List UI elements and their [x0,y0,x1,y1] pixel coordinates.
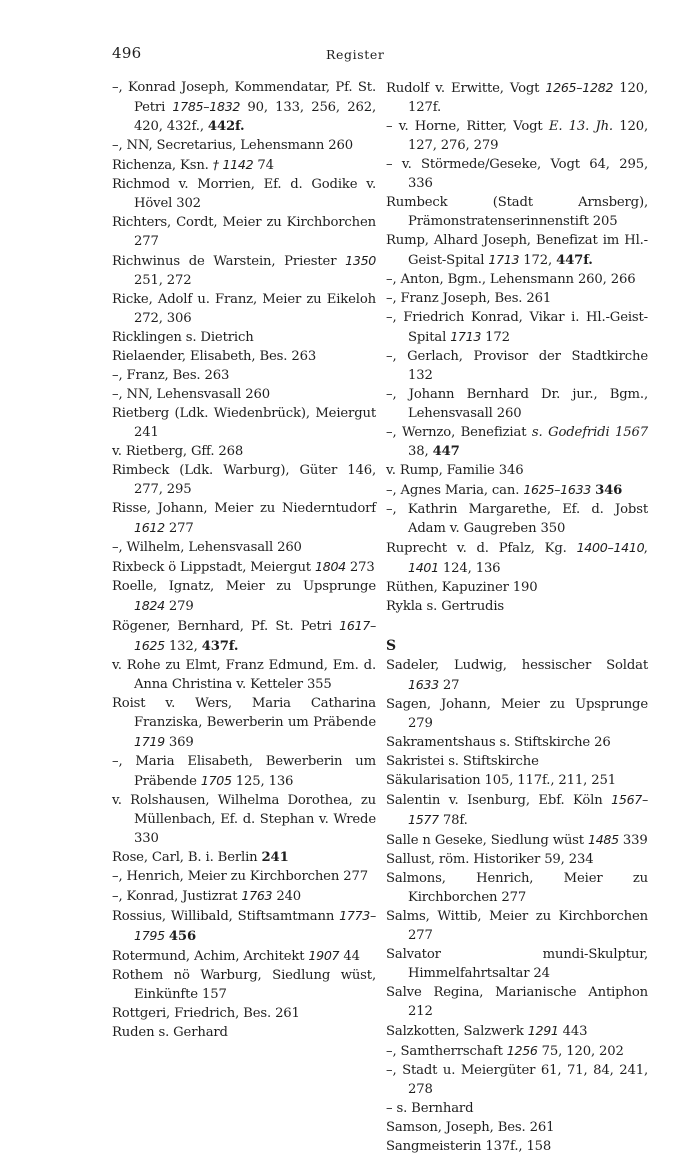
italic-date: 1719 [134,734,165,749]
index-entry [386,480,648,500]
entry-text: Richwinus de Warstein, Priester [112,254,346,269]
entry-text: Sangmeisterin 137f., 158 [386,1139,552,1154]
index-entry [386,1137,648,1156]
index-entry [386,733,648,752]
index-entry [386,1118,648,1137]
italic-date: 1625–1633 [523,482,592,497]
entry-text: Ruden s. Gerhard [112,1025,228,1040]
running-head: Register [326,47,385,62]
entry-text: 339 [618,833,648,848]
index-entry [386,907,648,945]
entry-text: Sadeler, Ludwig, hessischer Soldat [386,658,648,673]
bold-page-ref: 447 [432,444,460,459]
right-column [386,78,648,1156]
entry-text: Richenza, Ksn. [112,158,213,173]
entry-text: Rotermund, Achim, Architekt [112,949,309,964]
entry-text: –, Franz, Bes. 263 [112,368,230,383]
index-entry [386,423,648,461]
index-entry [386,270,648,289]
index-entry [386,347,648,385]
entry-text: 27 [438,678,460,693]
entry-text: Salve Regina, Marianische Antiphon 212 [386,985,648,1019]
entry-text: –, Henrich, Meier zu Kirchborchen 277 [112,869,368,884]
bold-page-ref: 442f. [207,119,245,134]
entry-text: Ricklingen s. Dietrich [112,330,254,345]
index-entry [386,231,648,270]
entry-text: – s. Bernhard [386,1101,474,1116]
entry-text: Rose, Carl, B. i. Berlin [112,850,262,865]
italic-date: 1773–1795 [134,908,376,943]
entry-text: Rothem nö Warburg, Siedlung wüst, Einkünfte 157 [112,968,376,1002]
italic-date: 1705 [200,773,232,788]
entry-text: Ruprecht v. d. Pfalz, Kg. [386,541,577,556]
section-heading: S [386,638,397,654]
index-entry [112,946,376,966]
entry-text: Rottgeri, Friedrich, Bes. 261 [112,1006,300,1021]
italic-date: 1612 [134,520,165,535]
entry-text: 240 [272,889,302,904]
italic-date: 1265–1282 [545,80,614,95]
italic-date: E. 13. Jh. [548,119,613,134]
index-entry [386,945,648,983]
entry-text: Rykla s. Gertrudis [386,599,505,614]
italic-date: 1350 [345,253,376,268]
entry-text: Ricke, Adolf u. Franz, Meier zu Eikeloh 272, 306 [112,292,376,326]
index-entry [112,791,376,848]
index-entry [112,385,376,404]
index-entry [112,213,376,251]
index-entry [386,1021,648,1041]
index-entry [112,175,376,213]
entry-text: –, Konrad, Justizrat [112,889,242,904]
entry-text: Rimbeck (Ldk. Warburg), Güter 146, 277, 295 [112,463,376,497]
italic-date: 1907 [308,948,340,963]
entry-text: – v. Störmede/Geseke, Vogt 64, 295, 336 [386,157,648,191]
index-entry [386,656,648,695]
entry-text: 251, 272 [134,273,192,288]
index-entry [112,656,376,694]
italic-date: 1713 [450,329,482,344]
entry-text: Rudolf v. Erwitte, Vogt [386,81,546,96]
entry-text: v. Rump, Familie 346 [386,463,524,478]
index-entry [386,538,648,578]
index-entry [112,966,376,1004]
bold-page-ref: 346 [595,483,623,498]
index-entry [386,193,648,231]
index-entry [112,251,376,290]
entry-text: Rüthen, Kapuziner 190 [386,580,538,595]
bold-page-ref: 241 [261,850,289,865]
index-entry [386,695,648,733]
index-entry [112,557,376,577]
italic-date: 1617–1625 [134,618,376,653]
entry-text: 369 [164,735,194,750]
entry-text: Roist v. Wers, Maria Catharina Franziska, Bewerberin um Präbende [112,696,376,730]
entry-text: 44 [339,949,360,964]
entry-text: Salentin v. Isenburg, Ebf. Köln [386,793,612,808]
section-gap [386,616,648,637]
entry-text: – v. Horne, Ritter, Vogt [386,119,549,134]
index-entry [112,461,376,499]
left-column [112,78,376,1042]
index-entry [112,347,376,366]
entry-text: Risse, Johann, Meier zu Niederntudorf [112,501,376,516]
index-entry [386,1099,648,1118]
entry-text: –, Franz Joseph, Bes. 261 [386,291,552,306]
index-entry [386,500,648,538]
entry-text: Sakristei s. Stiftskirche [386,754,539,769]
index-entry [112,577,376,616]
entry-text: Salms, Wittib, Meier zu Kirchborchen 277 [386,909,648,943]
index-entry [386,790,648,830]
italic-date: 1824 [134,598,165,613]
entry-text: 120, 127, 276, 279 [408,119,649,153]
entry-text: Rixbeck ö Lippstadt, Meiergut [112,560,316,575]
index-entry [112,328,376,347]
index-entry [112,366,376,385]
index-entry [386,869,648,907]
index-entry [386,1061,648,1099]
entry-text: –, Friedrich Konrad, Vikar i. Hl.-Geist-Spital [386,310,648,345]
entry-text: Salvator mundi-Skulptur, Himmelfahrtsaltar 24 [386,947,648,981]
index-entry [112,886,376,906]
index-entry [386,78,648,117]
italic-date: 1785–1832 [172,99,241,114]
index-entry [386,830,648,850]
index-entry [386,578,648,597]
index-entry [112,155,376,175]
entry-text: 74 [253,158,274,173]
index-entry [112,752,376,791]
entry-text: –, Maria Elisabeth, Bewerberin um Präbende [112,754,376,789]
index-entry [386,752,648,771]
entry-text: 120, 127f. [408,81,648,115]
entry-text: 277 [164,521,194,536]
italic-date: 1485 [587,832,619,847]
entry-text: –, Anton, Bgm., Lehensmann 260, 266 [386,272,636,287]
entry-text: Säkularisation 105, 117f., 211, 251 [386,773,616,788]
entry-text: 132, [164,639,202,654]
index-entry [112,906,376,946]
entry-text: –, Stadt u. Meiergüter 61, 71, 84, 241, 278 [386,1063,648,1097]
entry-text: –, Wilhelm, Lehensvasall 260 [112,540,302,555]
entry-text: v. Rietberg, Gff. 268 [112,444,244,459]
entry-text: Rumbeck (Stadt Arnsberg), Prämonstratenserinnenstift 205 [386,195,648,229]
entry-text: 172, [519,253,557,268]
entry-text: –, Wernzo, Benefiziat [386,425,532,440]
entry-text: –, Samtherrschaft [386,1044,507,1059]
index-entry [386,850,648,869]
entry-text: Rietberg (Ldk. Wiedenbrück), Meiergut 241 [112,406,376,440]
entry-text: v. Rolshausen, Wilhelma Dorothea, zu Müllenbach, Ef. d. Stephan v. Wrede 330 [112,793,376,846]
entry-text: –, Konrad Joseph, Kommendatar, Pf. St. Petri [112,80,376,115]
entry-text: Sakramentshaus s. Stiftskirche 26 [386,735,611,750]
index-entry [386,771,648,790]
index-entry [386,308,648,347]
bold-page-ref: 437f. [201,639,239,654]
index-entry [112,616,376,656]
entry-text: Salzkotten, Salzwerk [386,1024,528,1039]
index-entry [386,385,648,423]
entry-text: –, Gerlach, Provisor der Stadtkirche 132 [386,349,648,383]
italic-date: 1713 [488,252,520,267]
entry-text: Salmons, Henrich, Meier zu Kirchborchen 277 [386,871,648,905]
italic-date: 1567–1577 [408,792,648,827]
italic-date: 1256 [506,1043,538,1058]
italic-date: 1400–1410, 1401 [408,540,648,575]
italic-date: 1763 [241,888,273,903]
entry-text: –, Johann Bernhard Dr. jur., Bgm., Lehensvasall 260 [386,387,648,421]
bold-page-ref: 447f. [556,253,593,268]
italic-date: s. Godefridi 1567 [531,425,648,440]
page-number: 496 [112,44,142,62]
entry-text: –, NN, Secretarius, Lehensmann 260 [112,138,353,153]
entry-text: –, NN, Lehensvasall 260 [112,387,271,402]
entry-text: Rielaender, Elisabeth, Bes. 263 [112,349,317,364]
index-entry [112,694,376,752]
italic-date: 1804 [315,559,346,574]
entry-text: Rögener, Bernhard, Pf. St. Petri [112,619,340,634]
index-entry [112,1023,376,1042]
index-entry [386,1041,648,1061]
index-entry [386,289,648,308]
entry-text: 172 [481,330,510,345]
entry-text: –, Agnes Maria, can. [386,483,524,498]
entry-text: 78f. [438,813,468,828]
entry-text: 90, 133, 256, 262, 420, 432f., [134,100,376,134]
index-entry [112,538,376,557]
index-entry [112,1004,376,1023]
index-entry [112,78,376,136]
index-entry [386,155,648,193]
index-entry [112,499,376,538]
entry-text: Salle n Geseke, Siedlung wüst [386,833,588,848]
entry-text: Samson, Joseph, Bes. 261 [386,1120,555,1135]
entry-text: Richmod v. Morrien, Ef. d. Godike v. Hövel 302 [112,177,376,211]
entry-text: Roelle, Ignatz, Meier zu Upsprunge [112,579,376,594]
entry-text: Richters, Cordt, Meier zu Kirchborchen 277 [112,215,376,249]
italic-date: 1633 [408,677,439,692]
index-entry [112,136,376,155]
index-entry [112,848,376,867]
entry-text: 273 [345,560,375,575]
index-entry [112,404,376,442]
index-entry [386,461,648,480]
index-entry [112,290,376,328]
entry-text: Sagen, Johann, Meier zu Upsprunge 279 [386,697,648,731]
index-entry [112,442,376,461]
entry-text: 279 [164,599,194,614]
entry-text: 443 [558,1024,588,1039]
italic-date: 1291 [527,1023,559,1038]
index-entry [386,983,648,1021]
index-entry [112,867,376,886]
entry-text: Sallust, röm. Historiker 59, 234 [386,852,594,867]
entry-text: Rump, Alhard Joseph, Benefizat im Hl.-Geist-Spital [386,233,648,268]
bold-page-ref: 456 [168,929,196,944]
entry-text: v. Rohe zu Elmt, Franz Edmund, Em. d. Anna Christina v. Ketteler 355 [112,658,376,692]
italic-date: † 1142 [212,157,254,172]
entry-text: Rossius, Willibald, Stiftsamtmann [112,909,340,924]
entry-text: 38, [408,444,433,459]
index-entry [386,117,648,155]
entry-text: 125, 136 [231,774,294,789]
entry-text: 75, 120, 202 [537,1044,624,1059]
entry-text: –, Kathrin Margarethe, Ef. d. Jobst Adam v. Gaugreben 350 [386,502,648,536]
index-entry [386,597,648,616]
entry-text: 124, 136 [438,561,501,576]
